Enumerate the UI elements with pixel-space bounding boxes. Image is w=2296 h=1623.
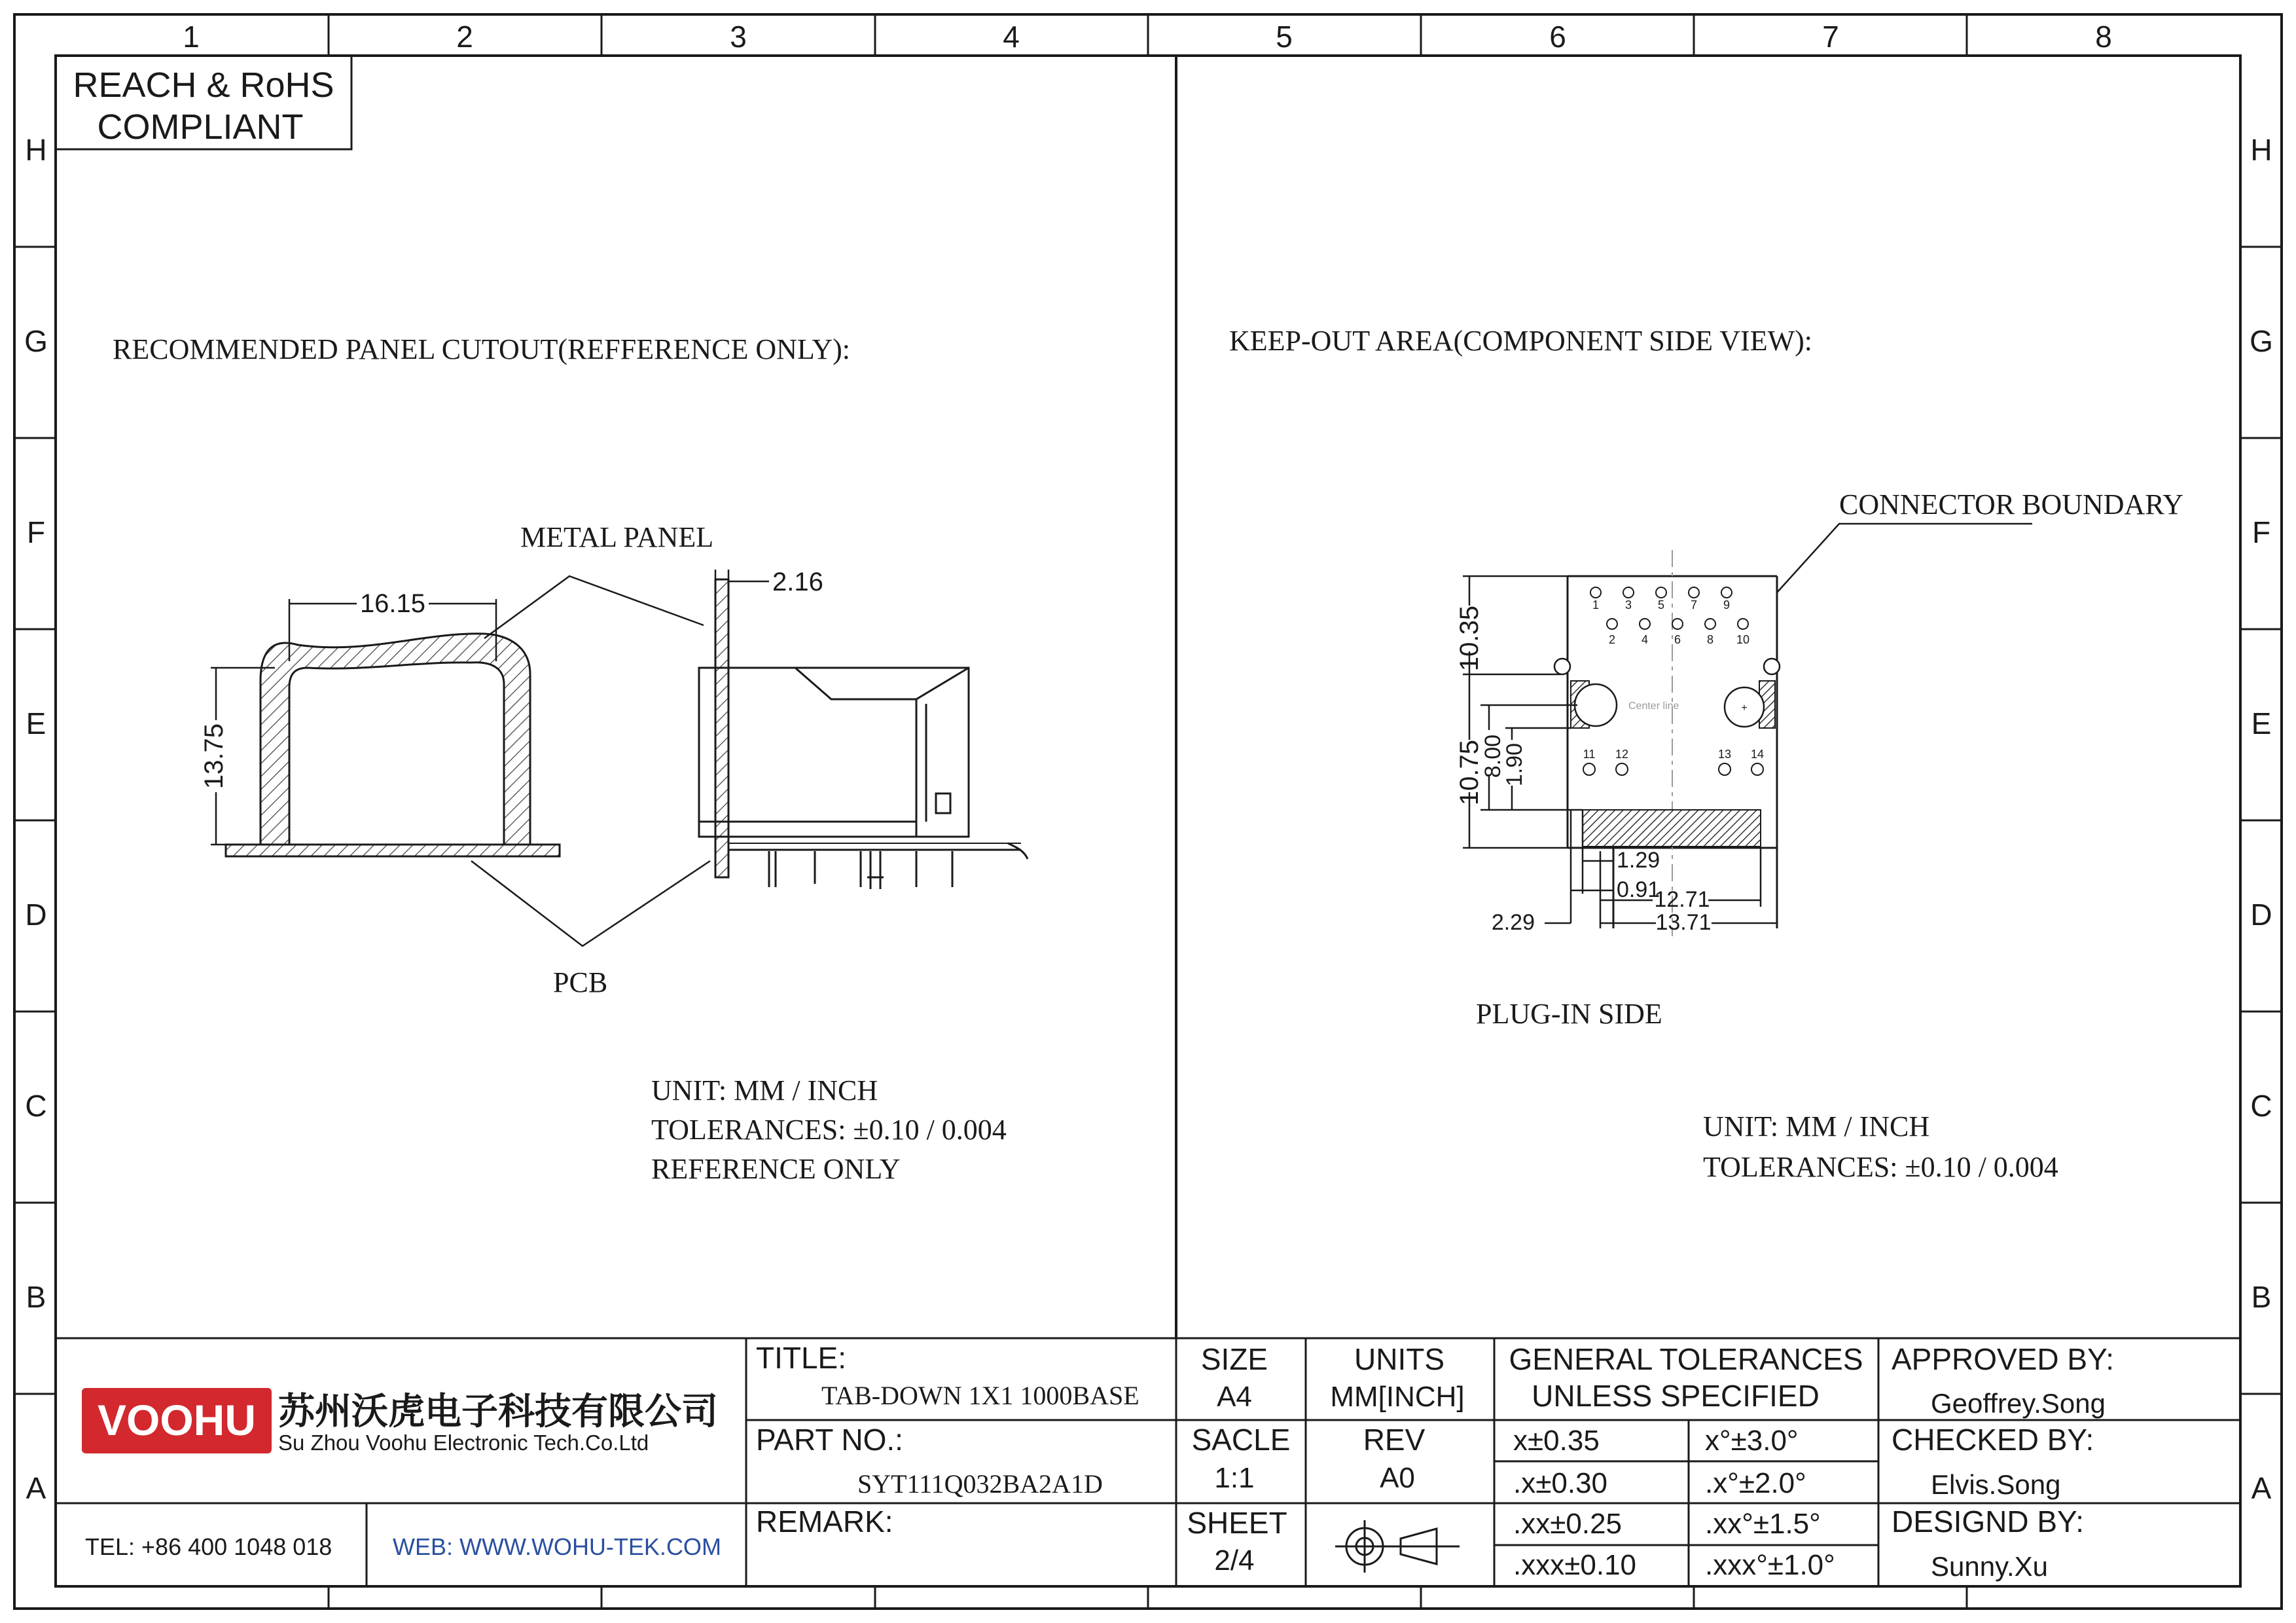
left-note-tolerance: TOLERANCES: ±0.10 / 0.004 — [651, 1114, 1007, 1146]
row-label-f: F — [26, 515, 46, 549]
label-pcb: PCB — [553, 966, 608, 998]
right-note-unit: UNIT: MM / INCH — [1703, 1110, 1930, 1142]
dim-keepout-9: 13.71 — [1655, 910, 1712, 935]
row-label-g-right: G — [2250, 324, 2273, 358]
keep-out-heading: KEEP-OUT AREA(COMPONENT SIDE VIEW): — [1229, 325, 1812, 357]
row-label-d-right: D — [2250, 898, 2272, 932]
dim-keepout-3: 8.00 — [1480, 734, 1505, 778]
dim-keepout-5: 1.29 — [1617, 848, 1660, 873]
compliance-line1: REACH & RoHS — [73, 65, 334, 105]
title-value: TAB-DOWN 1X1 1000BASE — [821, 1381, 1139, 1410]
panel-cutout-heading: RECOMMENDED PANEL CUTOUT(REFFERENCE ONLY): — [113, 333, 851, 365]
company-name-cn: 苏州沃虎电子科技有限公司 — [278, 1391, 718, 1432]
designed-by-label: DESIGND BY: — [1892, 1504, 2084, 1539]
pin-label-9: 9 — [1723, 598, 1731, 611]
pcb-bar — [226, 845, 560, 856]
connector-side-profile — [699, 579, 1028, 889]
title-block — [56, 1338, 2240, 1586]
units-label: UNITS — [1354, 1342, 1444, 1376]
col-label-2: 2 — [456, 20, 473, 54]
tol-xx-angle: .xx°±1.5° — [1705, 1508, 1821, 1540]
company-name-en: Su Zhou Voohu Electronic Tech.Co.Ltd — [278, 1431, 649, 1455]
scale-value: 1:1 — [1214, 1462, 1255, 1494]
tol-x: x±0.35 — [1513, 1425, 1600, 1457]
col-label-8: 8 — [2095, 20, 2112, 54]
col-label-7: 7 — [1822, 20, 1839, 54]
compliance-line2: COMPLIANT — [97, 107, 304, 147]
metal-panel-cutout — [260, 634, 530, 845]
pin-label-2: 2 — [1608, 633, 1616, 646]
left-note-unit: UNIT: MM / INCH — [651, 1074, 878, 1106]
row-label-e: E — [26, 706, 46, 740]
company-web[interactable]: WEB: WWW.WOHU-TEK.COM — [393, 1533, 721, 1560]
size-value: A4 — [1217, 1381, 1252, 1413]
row-label-c: C — [25, 1089, 47, 1123]
pin-label-3: 3 — [1624, 598, 1632, 611]
pin-label-6: 6 — [1674, 633, 1681, 646]
title-label: TITLE: — [756, 1341, 847, 1375]
right-note-tolerance: TOLERANCES: ±0.10 / 0.004 — [1703, 1151, 2058, 1183]
approved-by-label: APPROVED BY: — [1892, 1342, 2115, 1376]
label-plug-in-side: PLUG-IN SIDE — [1476, 998, 1662, 1030]
dim-panel-thickness: 2.16 — [772, 568, 823, 596]
rev-label: REV — [1363, 1423, 1426, 1457]
pin-label-1: 1 — [1592, 598, 1600, 611]
tol-xxx: .xxx±0.10 — [1513, 1549, 1637, 1581]
mount-plus-icon: + — [1741, 702, 1748, 714]
designed-by-value: Sunny.Xu — [1931, 1551, 2049, 1582]
approved-by-value: Geoffrey.Song — [1931, 1388, 2106, 1419]
dim-keepout-8: 2.29 — [1491, 910, 1535, 935]
row-label-d: D — [25, 898, 47, 932]
part-no-value: SYT111Q032BA2A1D — [857, 1469, 1103, 1499]
tol-xx: .xx±0.25 — [1513, 1508, 1623, 1540]
compliance-box — [56, 56, 351, 149]
dim-keepout-7: 12.71 — [1654, 887, 1710, 912]
col-label-3: 3 — [730, 20, 747, 54]
keepout-bottom-area — [1583, 810, 1761, 847]
tol-xxx-angle: .xxx°±1.0° — [1705, 1549, 1835, 1581]
pin-label-8: 8 — [1706, 633, 1714, 646]
dim-keepout-6: 0.91 — [1617, 877, 1660, 902]
pin-label-5: 5 — [1657, 598, 1665, 611]
checked-by-label: CHECKED BY: — [1892, 1423, 2094, 1457]
row-label-h: H — [25, 133, 47, 167]
units-value: MM[INCH] — [1330, 1381, 1465, 1413]
row-label-a: A — [26, 1471, 46, 1505]
size-label: SIZE — [1200, 1342, 1268, 1376]
label-connector-boundary: CONNECTOR BOUNDARY — [1839, 488, 2184, 520]
row-label-e-right: E — [2251, 706, 2272, 740]
part-no-label: PART NO.: — [756, 1423, 903, 1457]
col-label-6: 6 — [1549, 20, 1566, 54]
dim-cutout-width: 16.15 — [359, 589, 426, 618]
left-note-reference: REFERENCE ONLY — [651, 1153, 901, 1185]
scale-label: SACLE — [1191, 1423, 1291, 1457]
sheet-label: SHEET — [1187, 1506, 1287, 1540]
row-labels-right — [2250, 133, 2273, 1505]
projection-symbol-icon — [1335, 1520, 1460, 1573]
pin-label-7: 7 — [1690, 598, 1698, 611]
dim-keepout-2: 10.75 — [1455, 739, 1484, 806]
panel-cutout-view — [113, 333, 1028, 1185]
row-label-h-right: H — [2250, 133, 2272, 167]
unless-specified-label: UNLESS SPECIFIED — [1532, 1379, 1820, 1413]
col-label-1: 1 — [183, 20, 200, 54]
pin-label-10: 10 — [1736, 633, 1750, 646]
rev-value: A0 — [1380, 1462, 1415, 1494]
row-labels-left — [24, 133, 48, 1505]
remark-label: REMARK: — [756, 1504, 893, 1539]
row-label-a-right: A — [2251, 1471, 2272, 1505]
pin-label-11: 11 — [1583, 748, 1596, 761]
col-label-5: 5 — [1276, 20, 1293, 54]
dim-keepout-1: 10.35 — [1455, 605, 1484, 672]
sheet-value: 2/4 — [1214, 1544, 1255, 1577]
label-center-line: Center line — [1628, 701, 1679, 712]
pin-label-14: 14 — [1750, 748, 1765, 761]
label-metal-panel: METAL PANEL — [520, 521, 714, 553]
keep-out-view — [1229, 325, 2183, 1183]
dim-cutout-height: 13.75 — [200, 723, 228, 790]
company-logo: VOOHU — [97, 1396, 257, 1444]
pin-label-13: 13 — [1717, 748, 1732, 761]
row-label-f-right: F — [2251, 515, 2271, 549]
tol-dot-x: .x±0.30 — [1513, 1467, 1608, 1499]
company-tel: TEL: +86 400 1048 018 — [85, 1533, 332, 1560]
dim-keepout-4: 1.90 — [1502, 742, 1527, 787]
tol-x-angle: x°±3.0° — [1705, 1425, 1799, 1457]
pin-label-12: 12 — [1615, 748, 1629, 761]
col-label-4: 4 — [1003, 20, 1020, 54]
row-label-g: G — [24, 324, 48, 358]
row-label-b: B — [26, 1280, 46, 1314]
row-label-c-right: C — [2250, 1089, 2272, 1123]
tol-dot-x-angle: .x°±2.0° — [1705, 1467, 1806, 1499]
general-tolerances-label: GENERAL TOLERANCES — [1509, 1342, 1863, 1376]
pin-label-4: 4 — [1641, 633, 1649, 646]
row-label-b-right: B — [2251, 1280, 2272, 1314]
checked-by-value: Elvis.Song — [1931, 1469, 2061, 1500]
